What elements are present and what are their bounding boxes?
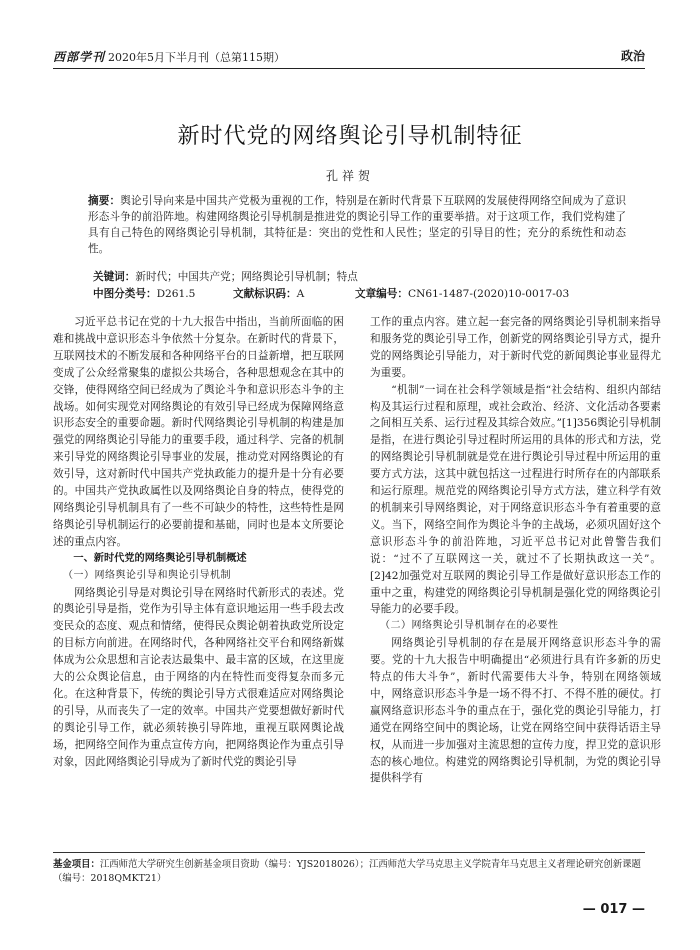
body-paragraph: “机制”一词在社会科学领域是指“社会结构、组织内部结构及其运行过程和原理，或社会政治、经济、文化活动各要素之间相互关系、运行过程及其综合效应。”[1]356舆论引导机制是指，在进行舆论引导过程时所运用的具体的形式和方法，党的网络舆论引导机制就是党在进行舆论引导过程中所运用的重要方式方法，这其中就包括这一过程进行时所存在的内部联系和运行原理。规范党的网络舆论引导方式方法，建立科学有效的机制来引导网络舆论，对于网络意识形态斗争有着重要的意义。当下，网络空间作为舆论斗争的主战场，必须巩固好这个意识形态斗争的前沿阵地，习近平总书记对此曾警告我们说：“过不了互联网这一关，就过不了长期执政这一关”。[2]42加强党对互联网的舆论引导工作是做好意识形态工作的重中之重，构建党的网络舆论引导机制是强化党的网络舆论引导能力的必要手段。 bbox=[370, 383, 661, 616]
body-paragraph: 网络舆论引导机制的存在是展开网络意识形态斗争的需要。党的十九大报告中明确提出“必须进行具有许多新的历史特点的伟大斗争”，新时代需要伟大斗争，特别在网络领域中，网络意识形态斗争是一场不得不打、不得不胜的硬仗。打赢网络意识形态斗争的重点在于，强化党的舆论引导能力，打通党在网络空间中的舆论场，让党在网络空间中获得话语主导权，从而进一步加强对主流思想的宣传力度，捍卫党的意识形态的核心地位。构建党的网络舆论引导机制，为党的舆论引导提供科学有 bbox=[370, 637, 661, 785]
header-journal-info bbox=[53, 48, 285, 65]
header-section: 政治 bbox=[620, 49, 645, 63]
keywords bbox=[93, 269, 358, 284]
clc-value: D261.5 bbox=[156, 288, 196, 300]
footnote-text: 江西师范大学研究生创新基金项目资助（编号：YJS2018026）；江西师范大学马克思主义学院青年马克思主义者理论研究创新课题（编号：2018QMKT21） bbox=[53, 859, 641, 884]
clc-field bbox=[93, 286, 195, 301]
doc-code-value: A bbox=[296, 288, 305, 300]
body-paragraph: 习近平总书记在党的十九大报告中指出，当前所面临的困难和挑战中意识形态斗争依然十分复杂。在新时代的背景下，互联网技术的不断发展和各种网络平台的日益新增，把互联网变成了公众经常聚集的虚拟公共场合，各种思想观念在其中的交锋，使得网络空间已经成为了舆论斗争和意识形态斗争的主战场。如何实现党对网络舆论的有效引导已经成为保障网络意识形态安全的重要命题。新时代网络舆论引导机制的构建是加强党的网络舆论引导能力的重要手段，通过科学、完备的机制来引导党的网络舆论引导事业的发展，推动党对网络舆论的有效引导，这对新时代中国共产党执政能力的提升是十分有必要的。中国共产党执政属性以及网络舆论自身的特点，使得党的网络舆论引导机制具有了一些不可缺少的特性，这些特性是网络舆论引导机制运行的必要前提和基础，同时也是本文所要论述的重点内容。 bbox=[53, 316, 344, 548]
abstract-text: 舆论引导向来是中国共产党极为重视的工作，特别是在新时代背景下互联网的发展使得网络空间成为了意识形态斗争的前沿阵地。构建网络舆论引导机制是推进党的舆论引导工作的重要举措。对于这项工作，我们党构建了具有自己特色的网络舆论引导机制，其特征是：突出的党性和人民性；坚定的引导目的性；充分的系统性和动态性。 bbox=[88, 195, 627, 255]
article-no-label: 文章编号： bbox=[355, 288, 408, 300]
journal-logo: 西部学刊 bbox=[53, 50, 106, 64]
running-header bbox=[53, 46, 645, 69]
doc-code-label: 文献标识码： bbox=[233, 288, 297, 300]
clc-label: 中图分类号： bbox=[93, 288, 157, 300]
footnote-label: 基金项目： bbox=[53, 859, 100, 870]
body-paragraph-continued: 工作的重点内容。建立起一套完备的网络舆论引导机制来指导和服务党的舆论引导工作，创新党的网络舆论引导方式，提升党的网络舆论引导能力，对于新时代党的新闻舆论事业显得尤为重要。 bbox=[370, 316, 661, 379]
keywords-text: 新时代；中国共产党；网络舆论引导机制；特点 bbox=[135, 271, 358, 283]
article-no-field bbox=[355, 286, 569, 301]
body-column-right bbox=[370, 314, 661, 787]
article-author: 孔祥贺 bbox=[325, 169, 374, 183]
abstract bbox=[88, 193, 626, 257]
doc-code-field bbox=[233, 286, 304, 301]
abstract-label: 摘要： bbox=[88, 195, 121, 207]
article-title: 新时代党的网络舆论引导机制特征 bbox=[177, 124, 523, 149]
page-number: — 017 — bbox=[582, 902, 645, 917]
body-column-left bbox=[53, 314, 344, 770]
keywords-label: 关键词： bbox=[93, 271, 136, 283]
article-no-value: CN61-1487-(2020)10-0017-03 bbox=[407, 288, 570, 300]
funding-footnote bbox=[53, 852, 645, 886]
section-heading-1: 一、新时代党的网络舆论引导机制概述 bbox=[73, 552, 247, 564]
subsection-heading-1: （一）网络舆论引导和舆论引导机制 bbox=[63, 569, 231, 581]
subsection-heading-2: （二）网络舆论引导机制存在的必要性 bbox=[380, 620, 559, 632]
issue-info: 2020年5月下半月刊（总第115期） bbox=[108, 51, 286, 64]
body-paragraph: 网络舆论引导是对舆论引导在网络时代新形式的表述。党的舆论引导是指，党作为引导主体有意识地运用一些手段去改变民众的态度、观点和情绪，使得民众舆论朝着执政党所设定的目标方向前进。在网络时代，各种网络社交平台和网络新媒体成为公众思想和言论表达最集中、最丰富的区域，在这里庞大的公众舆论信息，由于网络的内在特性而变得复杂而多元化。在这种背景下，传统的舆论引导方式很难适应对网络舆论的引导，从而丧失了一定的效率。中国共产党要想做好新时代的舆论引导工作，就必须转换引导阵地，重视互联网舆论战场，把网络空间作为重点宣传方向，把网络舆论作为重点引导对象，因此网络舆论引导成为了新时代党的舆论引导 bbox=[53, 586, 344, 768]
